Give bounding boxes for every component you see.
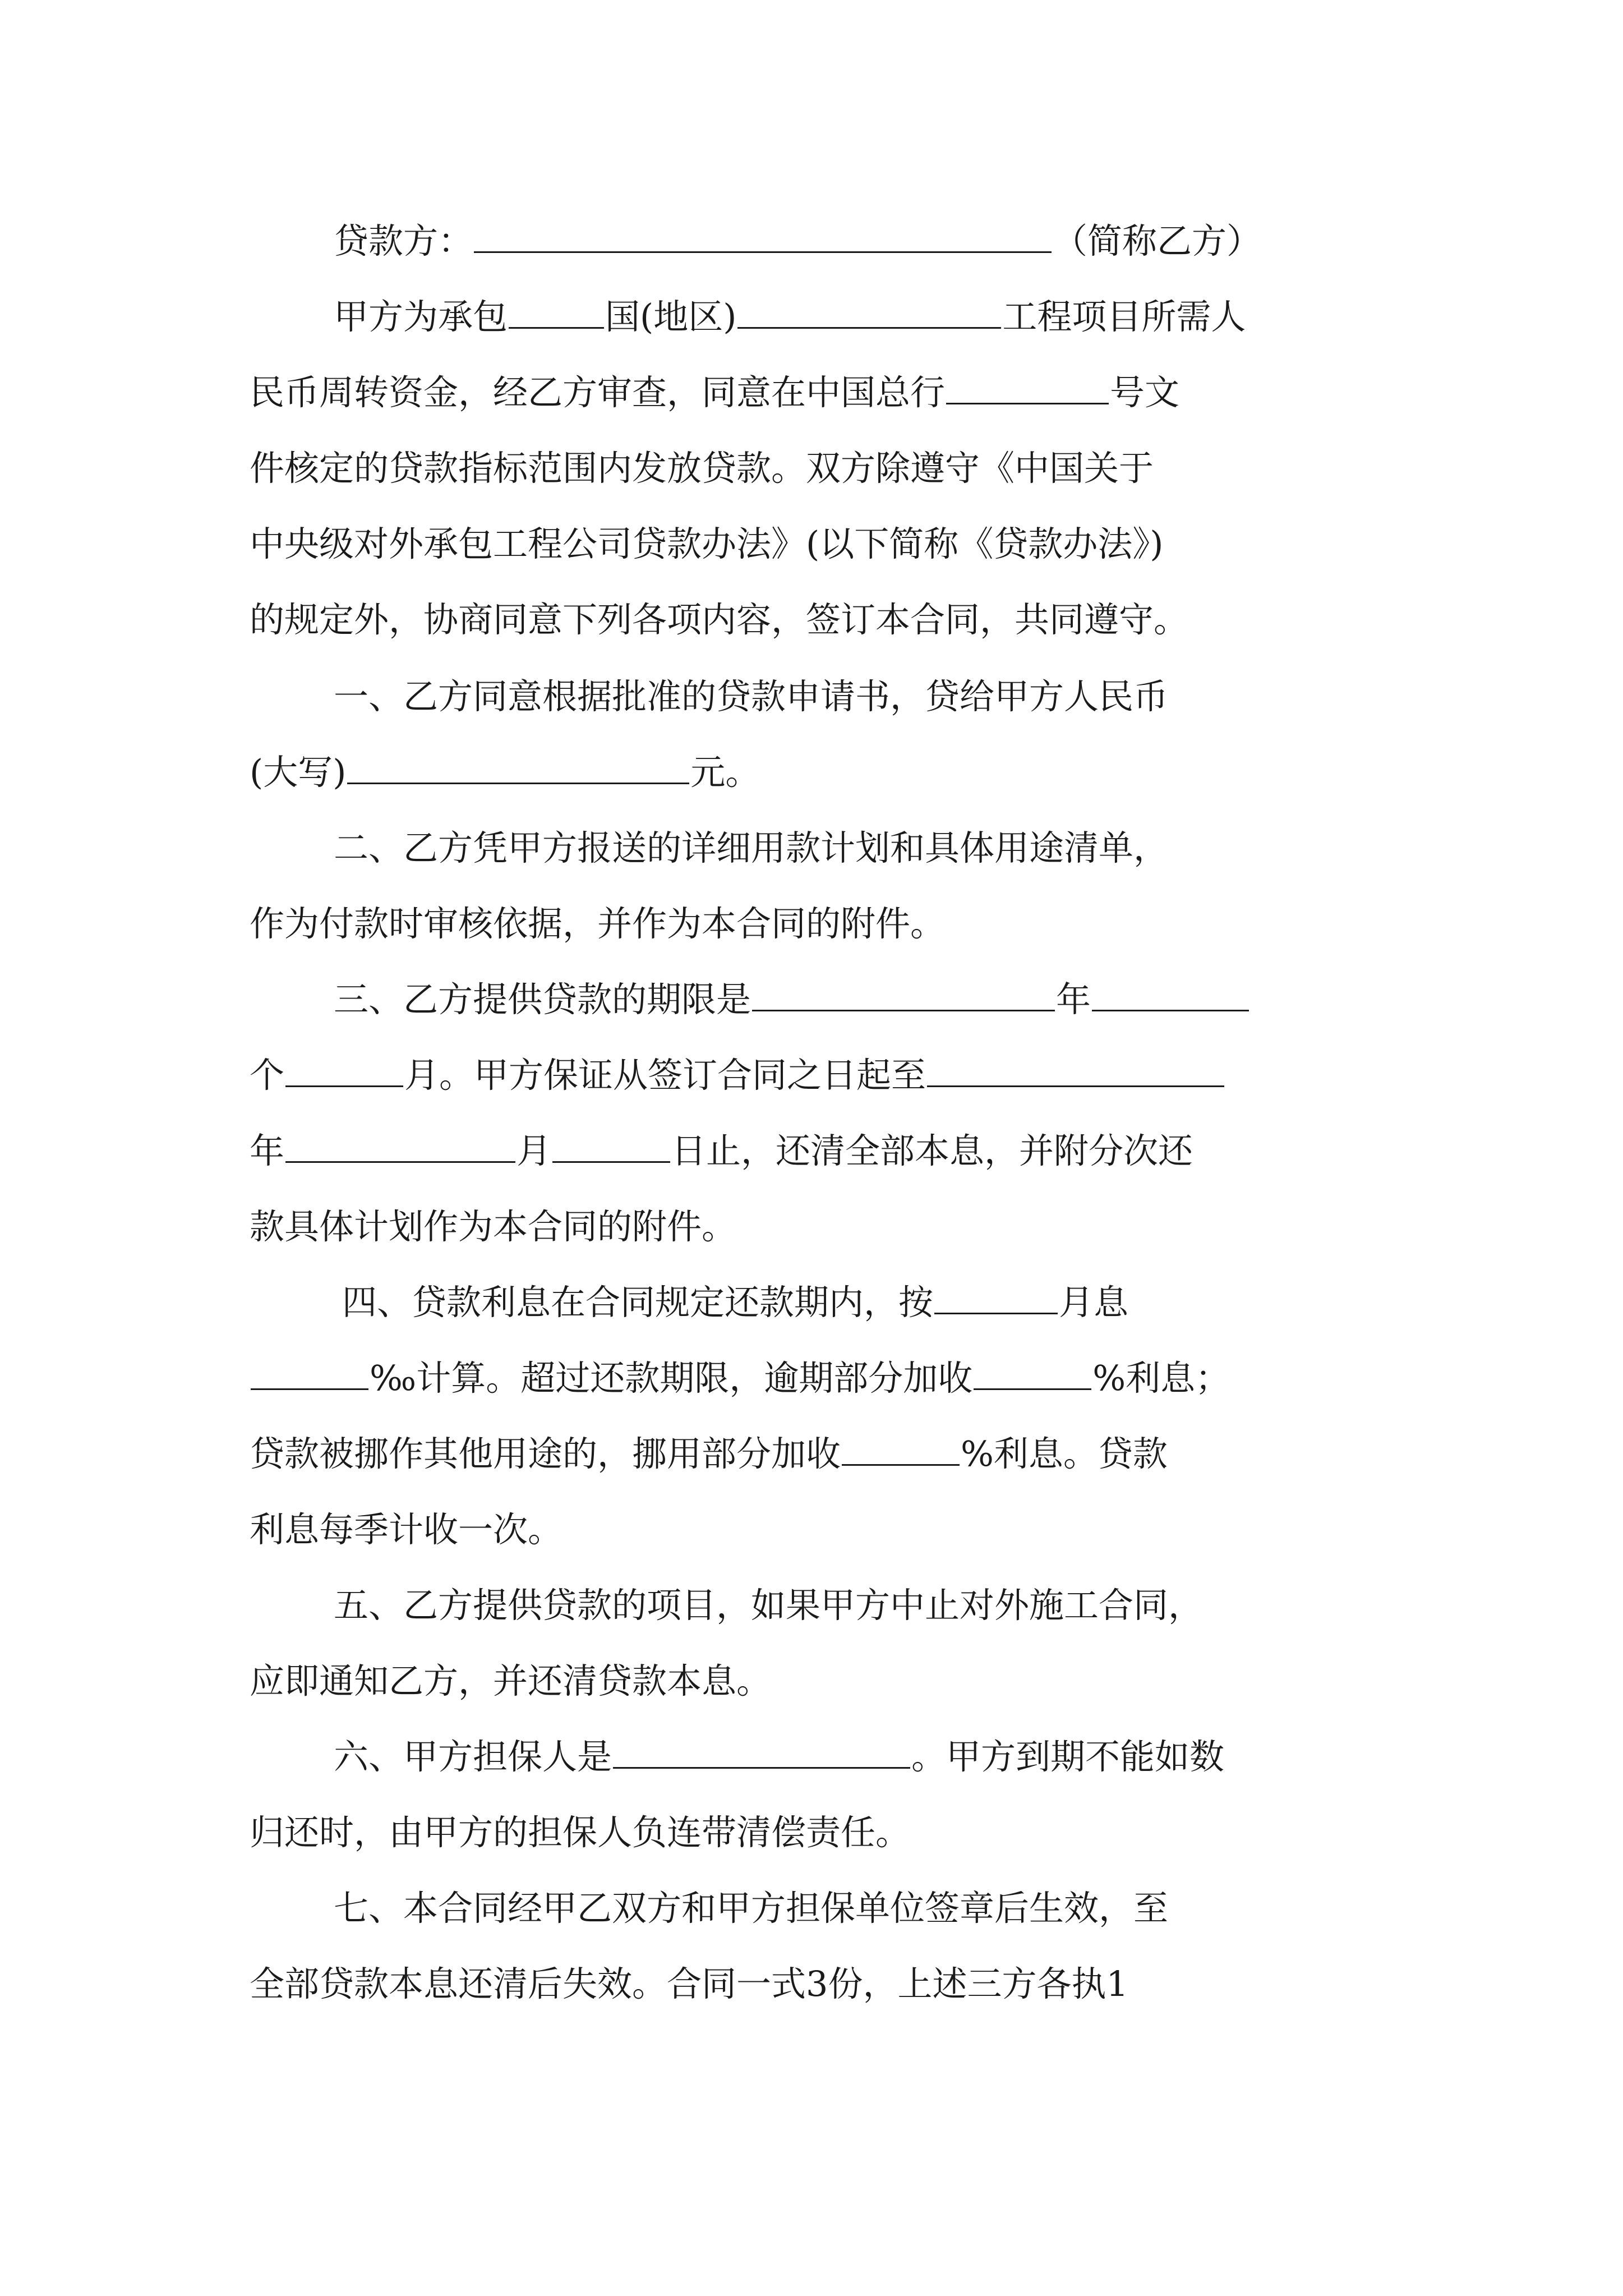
amount-blank[interactable] [347, 748, 689, 784]
text-segment: 号文 [1110, 372, 1180, 413]
overdue-rate-blank[interactable] [974, 1354, 1091, 1390]
clause-3 [334, 969, 1377, 1030]
body-line [250, 438, 1377, 499]
text-segment: 六、甲方担保人是 [334, 1736, 612, 1777]
text-segment: 中央级对外承包工程公司贷款办法》(以下简称《贷款办法》) [250, 523, 1164, 564]
text-segment: 甲方为承包 [334, 296, 508, 337]
text-segment: 作为付款时审核依据，并作为本合同的附件。 [250, 903, 946, 944]
text-segment: 五、乙方提供贷款的项目，如果甲方中止对外施工合同， [334, 1585, 1204, 1626]
text-segment: 。甲方到期不能如数 [911, 1736, 1225, 1777]
body-line [250, 1953, 1377, 2015]
body-line [250, 513, 1416, 575]
clause-4 [342, 1272, 1377, 1333]
clause-2 [334, 817, 1377, 879]
body-line [250, 1650, 1377, 1712]
body-line [250, 1347, 1377, 1409]
borrower-abbr: （简称乙方） [1053, 220, 1262, 261]
text-segment: 贷款被挪作其他用途的，挪用部分加收 [250, 1433, 841, 1474]
text-segment: 款具体计划作为本合同的附件。 [250, 1206, 737, 1247]
text-segment: 一、乙方同意根据批准的贷款申请书，贷给甲方人民币 [334, 676, 1169, 717]
clause-5 [334, 1575, 1377, 1636]
permille-rate-blank[interactable] [251, 1354, 368, 1390]
text-segment: 归还时，由甲方的担保人负连带清偿责任。 [250, 1812, 911, 1853]
body-line [250, 1045, 1377, 1106]
borrower-name-blank[interactable] [474, 217, 1052, 253]
end-day-blank[interactable] [552, 1126, 670, 1163]
text-segment: 月。甲方保证从签订合同之日起至 [404, 1055, 926, 1096]
text-segment: 日止，还清全部本息，并附分次还 [671, 1130, 1193, 1171]
end-year-blank[interactable] [927, 1051, 1224, 1087]
text-segment: 七、本合同经甲乙双方和甲方担保单位签章后生效，至 [334, 1888, 1169, 1929]
end-month-blank[interactable] [285, 1126, 515, 1163]
guarantor-blank[interactable] [613, 1732, 910, 1769]
text-segment: 四、贷款利息在合同规定还款期内，按 [342, 1282, 934, 1323]
body-line [250, 1802, 1377, 1864]
body-line [250, 742, 1377, 803]
body-line [250, 1120, 1377, 1182]
borrower-label: 贷款方： [334, 220, 473, 261]
text-segment: 应即通知乙方，并还清贷款本息。 [250, 1660, 772, 1701]
text-segment: 利息每季计收一次。 [250, 1509, 563, 1550]
text-segment: %利息； [1092, 1358, 1230, 1398]
text-segment: 二、乙方凭甲方报送的详细用款计划和具体用途清单， [334, 827, 1169, 868]
text-segment: 的规定外，协商同意下列各项内容，签订本合同，共同遵守。 [250, 599, 1189, 640]
misuse-rate-blank[interactable] [842, 1429, 960, 1466]
body-line [250, 1499, 1377, 1561]
text-segment: %利息。贷款 [961, 1433, 1168, 1474]
text-segment: 工程项目所需人 [1002, 296, 1246, 337]
body-line [250, 589, 1377, 651]
text-segment: 件核定的贷款指标范围内发放贷款。双方除遵守《中国关于 [250, 448, 1154, 489]
body-line [250, 893, 1377, 955]
text-segment: (大写) [250, 752, 347, 793]
text-segment: 全部贷款本息还清后失效。合同一式3份，上述三方各执1 [250, 1963, 1128, 2004]
body-line [250, 1196, 1377, 1258]
clause-6 [334, 1726, 1377, 1788]
clause-1 [334, 666, 1377, 728]
text-segment: 月息 [1059, 1282, 1129, 1323]
project-blank[interactable] [737, 292, 1001, 329]
line-borrower [334, 210, 1377, 272]
text-segment: 年 [1056, 979, 1091, 1020]
text-segment: ‰计算。超过还款期限，逾期部分加收 [370, 1358, 973, 1398]
body-line [250, 362, 1377, 424]
text-segment: 元。 [690, 752, 760, 793]
text-segment: 个 [250, 1055, 285, 1096]
document-number-blank[interactable] [946, 368, 1109, 404]
clause-7 [334, 1878, 1377, 1939]
text-segment: 民币周转资金，经乙方审查，同意在中国总行 [250, 372, 946, 413]
country-blank[interactable] [509, 292, 604, 329]
term-months-blank[interactable] [1092, 975, 1249, 1011]
body-line [334, 286, 1377, 348]
text-segment: 三、乙方提供贷款的期限是 [334, 979, 751, 1020]
term-years-blank[interactable] [752, 975, 1055, 1011]
text-segment: 年 [250, 1130, 285, 1171]
term-month-count-blank[interactable] [285, 1051, 403, 1087]
text-segment: 月 [517, 1130, 552, 1171]
text-segment: 国(地区) [605, 296, 737, 337]
body-line [250, 1423, 1377, 1485]
monthly-rate-blank[interactable] [934, 1278, 1058, 1314]
